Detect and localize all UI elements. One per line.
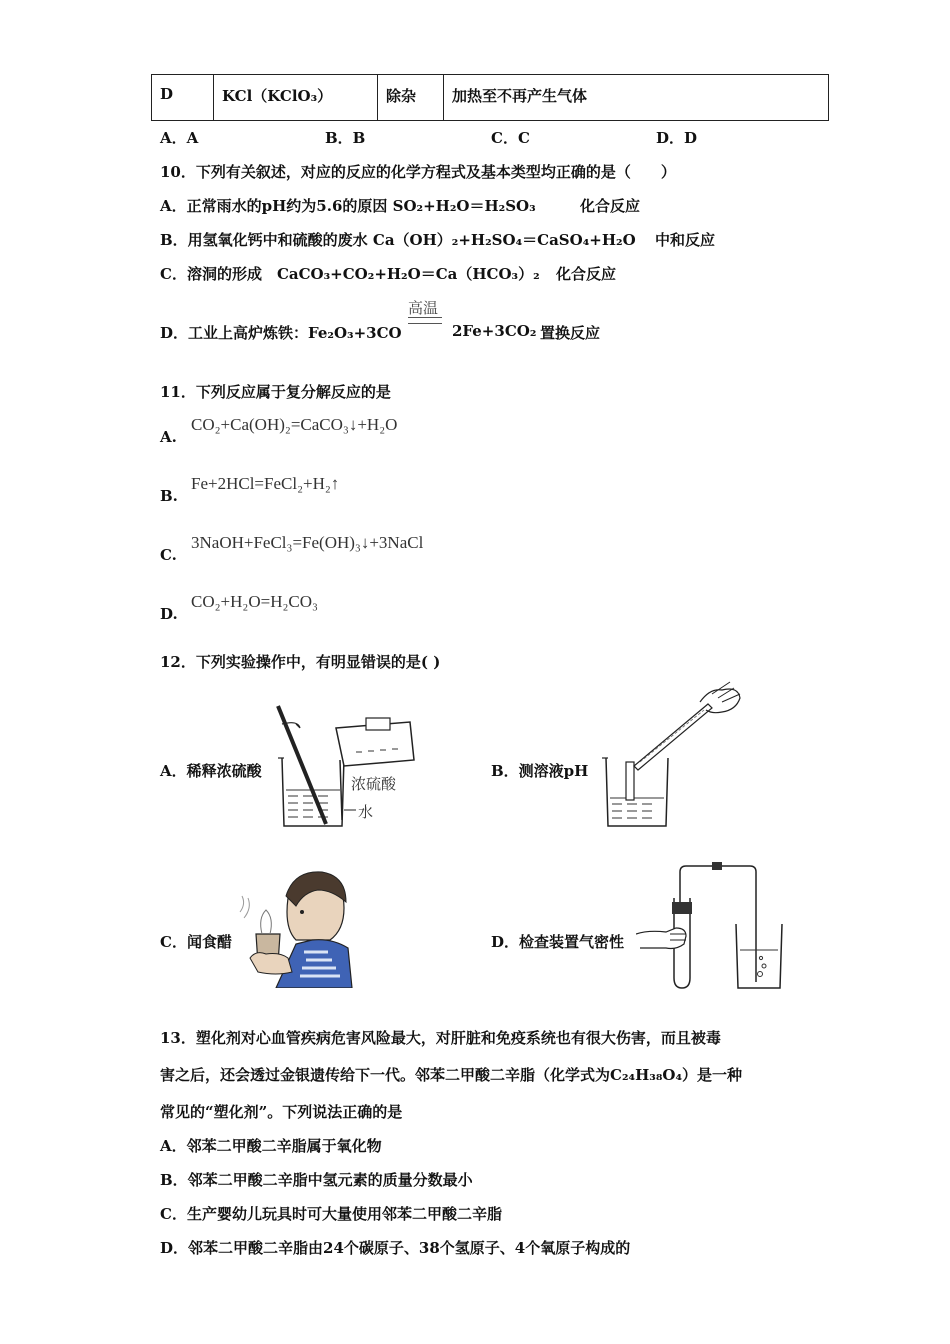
q10-option-d: D．工业上高炉炼铁：Fe₂O₃+3CO xyxy=(160,324,402,342)
measure-ph-figure xyxy=(600,680,750,830)
table-cell-label: D xyxy=(152,75,214,121)
q9-option-a: A．A xyxy=(160,129,199,147)
acid-label: 浓硫酸 xyxy=(351,775,397,793)
q10-option-a-type: 化合反应 xyxy=(580,197,641,215)
table-cell-purpose: 除杂 xyxy=(378,75,444,121)
q12-option-d: D．检查装置气密性 xyxy=(491,933,625,951)
table-row xyxy=(152,75,829,121)
q10-option-d-product: 2Fe+3CO₂ xyxy=(452,322,537,340)
airtight-check-figure xyxy=(636,862,786,992)
q10-option-c-type: 化合反应 xyxy=(556,265,617,283)
q11-label-b: B. xyxy=(160,487,178,505)
q11-equation-c: 3NaOH+FeCl₃=Fe(OH)₃↓+3NaCl xyxy=(191,533,424,552)
q13-option-d: D．邻苯二甲酸二辛脂由24个碳原子、38个氢原子、4个氧原子构成的 xyxy=(160,1239,631,1257)
q9-option-d: D．D xyxy=(656,129,698,147)
table-cell-substance: KCl（KClO₃） xyxy=(214,75,378,121)
q11-equation-b: Fe+2HCl=FeCl₂+H₂↑ xyxy=(191,474,340,493)
q10-stem: 10．下列有关叙述，对应的反应的化学方程式及基本类型均正确的是（ ） xyxy=(160,163,676,181)
q13-stem-line3: 常见的“塑化剂”。下列说法正确的是 xyxy=(160,1103,403,1121)
q9-option-c: C．C xyxy=(491,129,530,147)
q12-option-b: B．测溶液pH xyxy=(491,762,589,780)
q12-option-c: C．闻食醋 xyxy=(160,933,232,951)
q10-option-b-type: 中和反应 xyxy=(655,231,716,249)
q11-label-d: D. xyxy=(160,605,178,623)
dilute-acid-figure xyxy=(270,700,420,830)
q13-option-c: C．生产婴幼儿玩具时可大量使用邻苯二甲酸二辛脂 xyxy=(160,1205,502,1223)
smell-vinegar-figure xyxy=(236,868,354,988)
q11-equation-d: CO₂+H₂O=H₂CO₃ xyxy=(191,592,318,611)
q13-stem-line1: 13．塑化剂对心血管疾病危害风险最大，对肝脏和免疫系统也有很大伤害，而且被毒 xyxy=(160,1029,721,1047)
q10-option-a: A．正常雨水的pH约为5.6的原因 SO₂+H₂O＝H₂SO₃ xyxy=(160,197,536,215)
equation-double-line xyxy=(408,317,442,324)
option-table xyxy=(151,74,829,121)
q13-option-a: A．邻苯二甲酸二辛脂属于氧化物 xyxy=(160,1137,382,1155)
table-cell-method: 加热至不再产生气体 xyxy=(444,75,829,121)
q12-stem: 12．下列实验操作中，有明显错误的是( ) xyxy=(160,653,441,671)
q11-equation-a: CO₂+Ca(OH)₂=CaCO₃↓+H₂O xyxy=(191,415,398,434)
q11-stem: 11．下列反应属于复分解反应的是 xyxy=(160,383,391,401)
q11-label-c: C. xyxy=(160,546,177,564)
q13-option-b: B．邻苯二甲酸二辛脂中氢元素的质量分数最小 xyxy=(160,1171,473,1189)
q11-label-a: A. xyxy=(160,428,177,446)
q12-option-a: A．稀释浓硫酸 xyxy=(160,762,262,780)
condition-label: 高温 xyxy=(408,299,439,317)
q13-stem-line2: 害之后，还会透过金银遗传给下一代。邻苯二甲酸二辛脂（化学式为C₂₄H₃₈O₄）是一种 xyxy=(160,1066,743,1084)
q10-option-c: C．溶洞的形成 CaCO₃+CO₂+H₂O＝Ca（HCO₃）₂ xyxy=(160,265,540,283)
water-label: 水 xyxy=(358,803,374,821)
q10-option-d-type: 置换反应 xyxy=(540,324,601,342)
q9-option-b: B．B xyxy=(325,129,366,147)
q10-option-b: B．用氢氧化钙中和硫酸的废水 Ca（OH）₂+H₂SO₄＝CaSO₄+H₂O xyxy=(160,231,636,249)
